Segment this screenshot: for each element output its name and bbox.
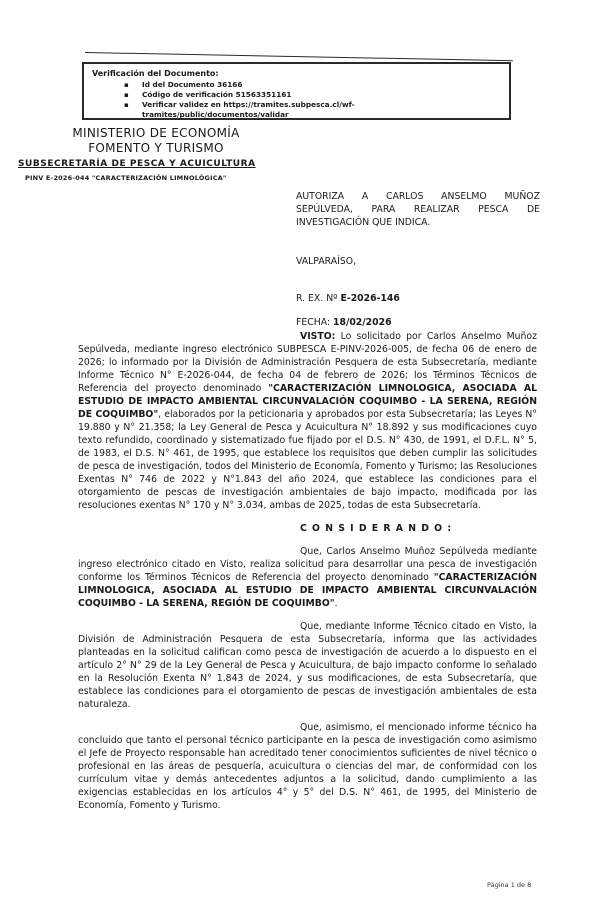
- verification-box: [82, 62, 511, 120]
- resolution-date: [296, 316, 540, 329]
- page-number: Página 1 de 8: [487, 881, 532, 889]
- verification-item-code: ▪ Código de verificación 51563351161: [92, 90, 501, 100]
- considerando-paragraph-1: Que, Carlos Anselmo Muñoz Sepúlveda mediante ingreso electrónico citado en Visto, realiza solicitud para desarrollar una pesca de investigación conforme los Términos Técnicos de Referencia del proyecto denominado "CARACTERIZACIÓN LIMNOLOGICA, ASOCIADA AL ESTUDIO DE IMPACTO AMBIENTAL CIRCUNVALACIÓN COQUIMBO - LA SERENA, REGIÓN DE COQUIMBO".: [78, 546, 537, 609]
- resolution-number: [296, 292, 540, 305]
- letterhead: [0, 126, 312, 182]
- resolution-date-value: 18/02/2026: [333, 317, 392, 328]
- considerando-paragraph-3: Que, asimismo, el mencionado informe técnico ha concluido que tanto el personal técnico participante en la pesca de investigación como asimismo el Jefe de Proyecto responsable han acreditado tener conocimientos suficientes de nivel técnico o profesional en las áreas de pesquería, acuicultura o ciencias del mar, de conformidad con los currículum vitae y demás antecedentes adjuntos a la solicitud, dando cumplimiento a las exigencias establecidas en los artículos 4° y 5° del D.S. N° 461, de 1995, del Ministerio de Economía, Fomento y Turismo.: [78, 722, 537, 811]
- resolution-body: [78, 330, 537, 822]
- subsecretaria-title: SUBSECRETARÍA DE PESCA Y ACUICULTURA: [18, 159, 256, 169]
- resolution-header: [296, 190, 540, 329]
- considerando-heading: C O N S I D E R A N D O :: [300, 523, 453, 534]
- considerando-paragraph-2: Que, mediante Informe Técnico citado en Visto, la División de Administración Pesquera de esta Subsecretaría, informa que las actividades planteadas en la solicitud califican como pesca de investigación de acuerdo a lo dispuesto en el artículo 2° N° 29 de la Ley General de Pesca y Acuicultura, de bajo impacto conforme lo señalado en la Resolución Exenta N° 1.843 de 2024, y sus modificaciones, de esta Subsecretaría, que establece las condiciones para el otorgamiento de pescas de investigación ambientales de esta naturaleza.: [78, 621, 537, 710]
- ministry-line-2: FOMENTO Y TURISMO: [88, 140, 224, 155]
- verification-item-url: ▪ Verificar validez en https://tramites.subpesca.cl/wf-tramites/public/documentos/validar: [92, 100, 501, 120]
- verification-item-document-id: ▪ Id del Documento 36166: [92, 80, 501, 90]
- scan-artifact-line: [85, 52, 513, 61]
- project-reference: PINV E-2026-044 "CARACTERIZACIÓN LIMNOLÓGICA": [25, 174, 227, 182]
- ministry-name: [0, 126, 312, 155]
- visto-paragraph: VISTO: Lo solicitado por Carlos Anselmo Muñoz Sepúlveda, mediante ingreso electrónico SUBPESCA E-PINV-2026-005, de fecha 06 de enero de 2026; lo informado por la División de Administración Pesquera de esta Subsecretaría, mediante Informe Técnico N° E-2026-044, de fecha 04 de febrero de 2026; los Términos Técnicos de Referencia del proyecto denominado "CARACTERIZACIÓN LIMNOLOGICA, ASOCIADA AL ESTUDIO DE IMPACTO AMBIENTAL CIRCUNVALACIÓN COQUIMBO - LA SERENA, REGIÓN DE COQUIMBO", elaborados por la peticionaria y aprobados por esta Subsecretaría; las Leyes N° 19.880 y N° 21.358; la Ley General de Pesca y Acuicultura N° 18.892 y sus modificaciones cuyo texto refundido, coordinado y sistematizado fue fijado por el D.S. N° 430, de 1991, el D.F.L. N° 5, de 1983, el D.S. N° 461, de 1995, que establece los requisitos que deben cumplir las solicitudes de pesca de investigación, todos del Ministerio de Economía, Fomento y Turismo; las Resoluciones Exentas N° 746 de 2022 y N°1.843 del año 2024, que establece las condiciones para el otorgamiento de pescas de investigación ambientales de bajo impacto, modificada por las resoluciones exentas N° 170 y N° 3.034, ambas de 2025, todas de esta Subsecretaría.: [78, 331, 537, 511]
- ministry-line-1: MINISTERIO DE ECONOMÍA: [72, 126, 240, 140]
- verification-title: Verificación del Documento:: [92, 69, 219, 78]
- resolution-city: VALPARAÍSO,: [296, 256, 357, 267]
- verification-list: [92, 80, 501, 120]
- resolution-date-label: FECHA:: [296, 317, 333, 328]
- resolution-number-label: R. EX. Nº: [296, 293, 341, 304]
- resolution-subject: AUTORIZA A CARLOS ANSELMO MUÑOZ SEPÚLVEDA, PARA REALIZAR PESCA DE INVESTIGACIÓN QUE INDICA.: [296, 191, 540, 228]
- resolution-number-value: E-2026-146: [340, 293, 400, 304]
